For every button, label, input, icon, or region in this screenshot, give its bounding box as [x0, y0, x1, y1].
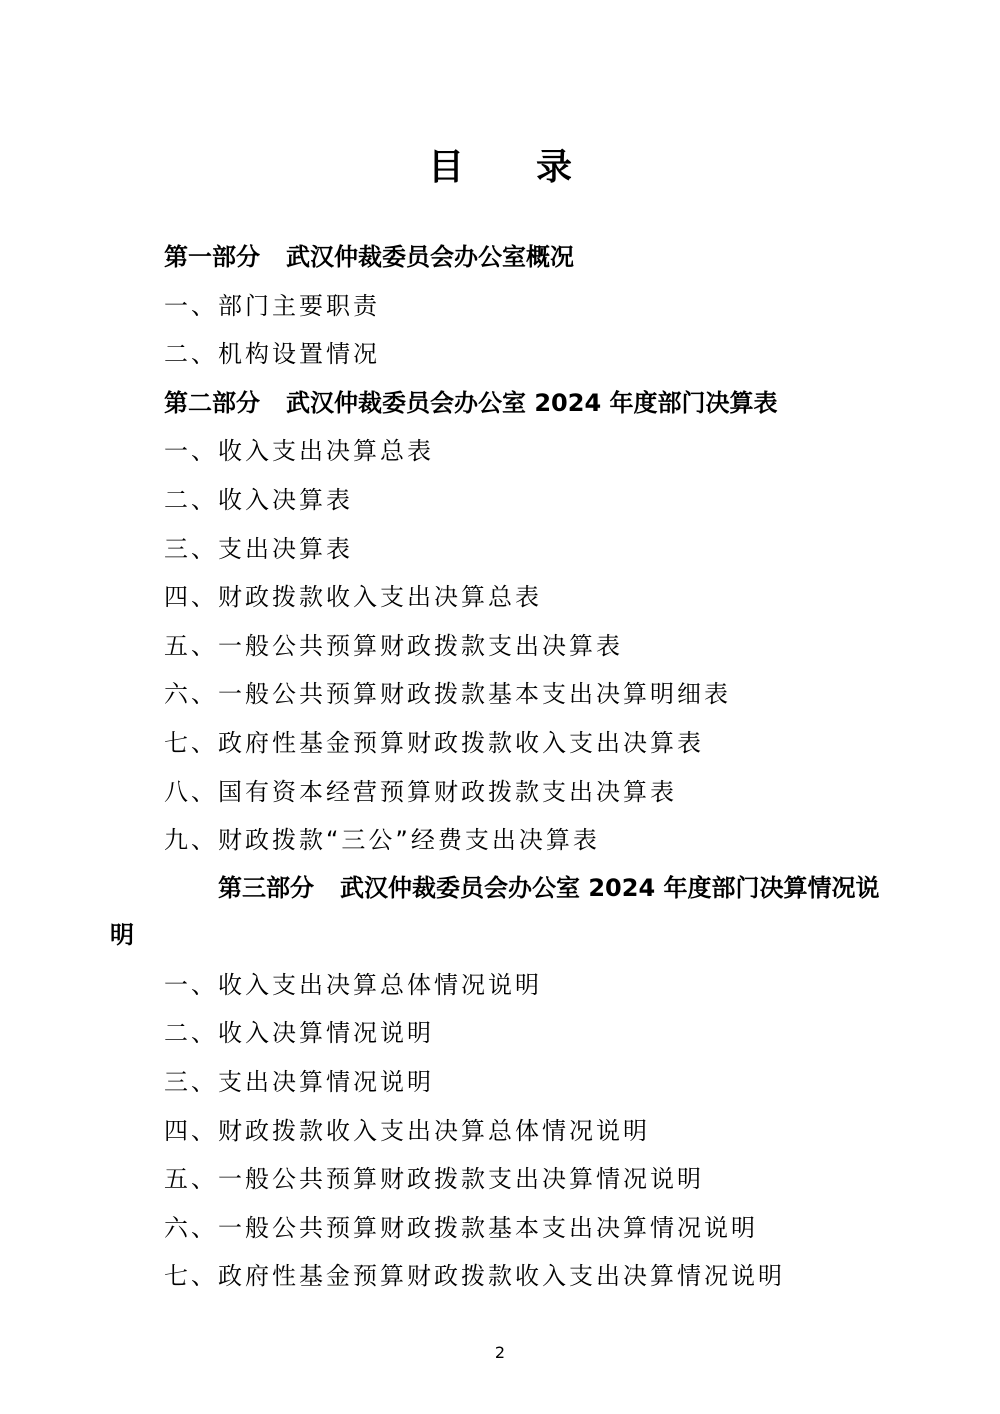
toc-item: 四、财政拨款收入支出决算总表 [164, 583, 542, 612]
toc-item: 五、一般公共预算财政拨款支出决算表 [164, 631, 623, 660]
toc-item: 三、支出决算情况说明 [164, 1067, 434, 1096]
toc-part-label: 第三部分 [218, 873, 314, 902]
toc-item: 三、支出决算表 [164, 534, 353, 563]
toc-item: 一、部门主要职责 [164, 291, 380, 320]
title-char-1: 目 [427, 147, 464, 188]
toc-item: 二、机构设置情况 [164, 340, 380, 369]
toc-part-title: 武汉仲裁委员会办公室 2024 年度部门决算情况说明 [110, 873, 880, 949]
toc-item: 七、政府性基金预算财政拨款收入支出决算表 [164, 728, 704, 757]
table-of-contents [110, 233, 900, 1301]
toc-item: 七、政府性基金预算财政拨款收入支出决算情况说明 [164, 1262, 785, 1291]
toc-part-heading [110, 865, 900, 959]
toc-part-heading [110, 233, 900, 282]
toc-item: 一、收入支出决算总表 [164, 437, 434, 466]
page-title [0, 143, 1000, 193]
page-number: 2 [494, 1343, 506, 1362]
toc-item: 八、国有资本经营预算财政拨款支出决算表 [164, 777, 677, 806]
toc-part-heading [110, 379, 900, 428]
toc-item: 五、一般公共预算财政拨款支出决算情况说明 [164, 1165, 704, 1194]
toc-item: 六、一般公共预算财政拨款基本支出决算情况说明 [164, 1213, 758, 1242]
toc-part-title: 武汉仲裁委员会办公室 2024 年度部门决算表 [286, 388, 778, 417]
toc-part-label: 第二部分 [164, 388, 260, 417]
toc-item: 六、一般公共预算财政拨款基本支出决算明细表 [164, 680, 731, 709]
toc-item: 四、财政拨款收入支出决算总体情况说明 [164, 1116, 650, 1145]
toc-item: 九、财政拨款“三公”经费支出决算表 [164, 826, 600, 855]
toc-part-label: 第一部分 [164, 243, 260, 271]
title-char-2: 录 [536, 147, 573, 188]
toc-item: 二、收入决算情况说明 [164, 1019, 434, 1048]
toc-part-title: 武汉仲裁委员会办公室概况 [286, 243, 574, 271]
toc-item: 二、收入决算表 [164, 485, 353, 514]
toc-item: 一、收入支出决算总体情况说明 [164, 970, 542, 999]
